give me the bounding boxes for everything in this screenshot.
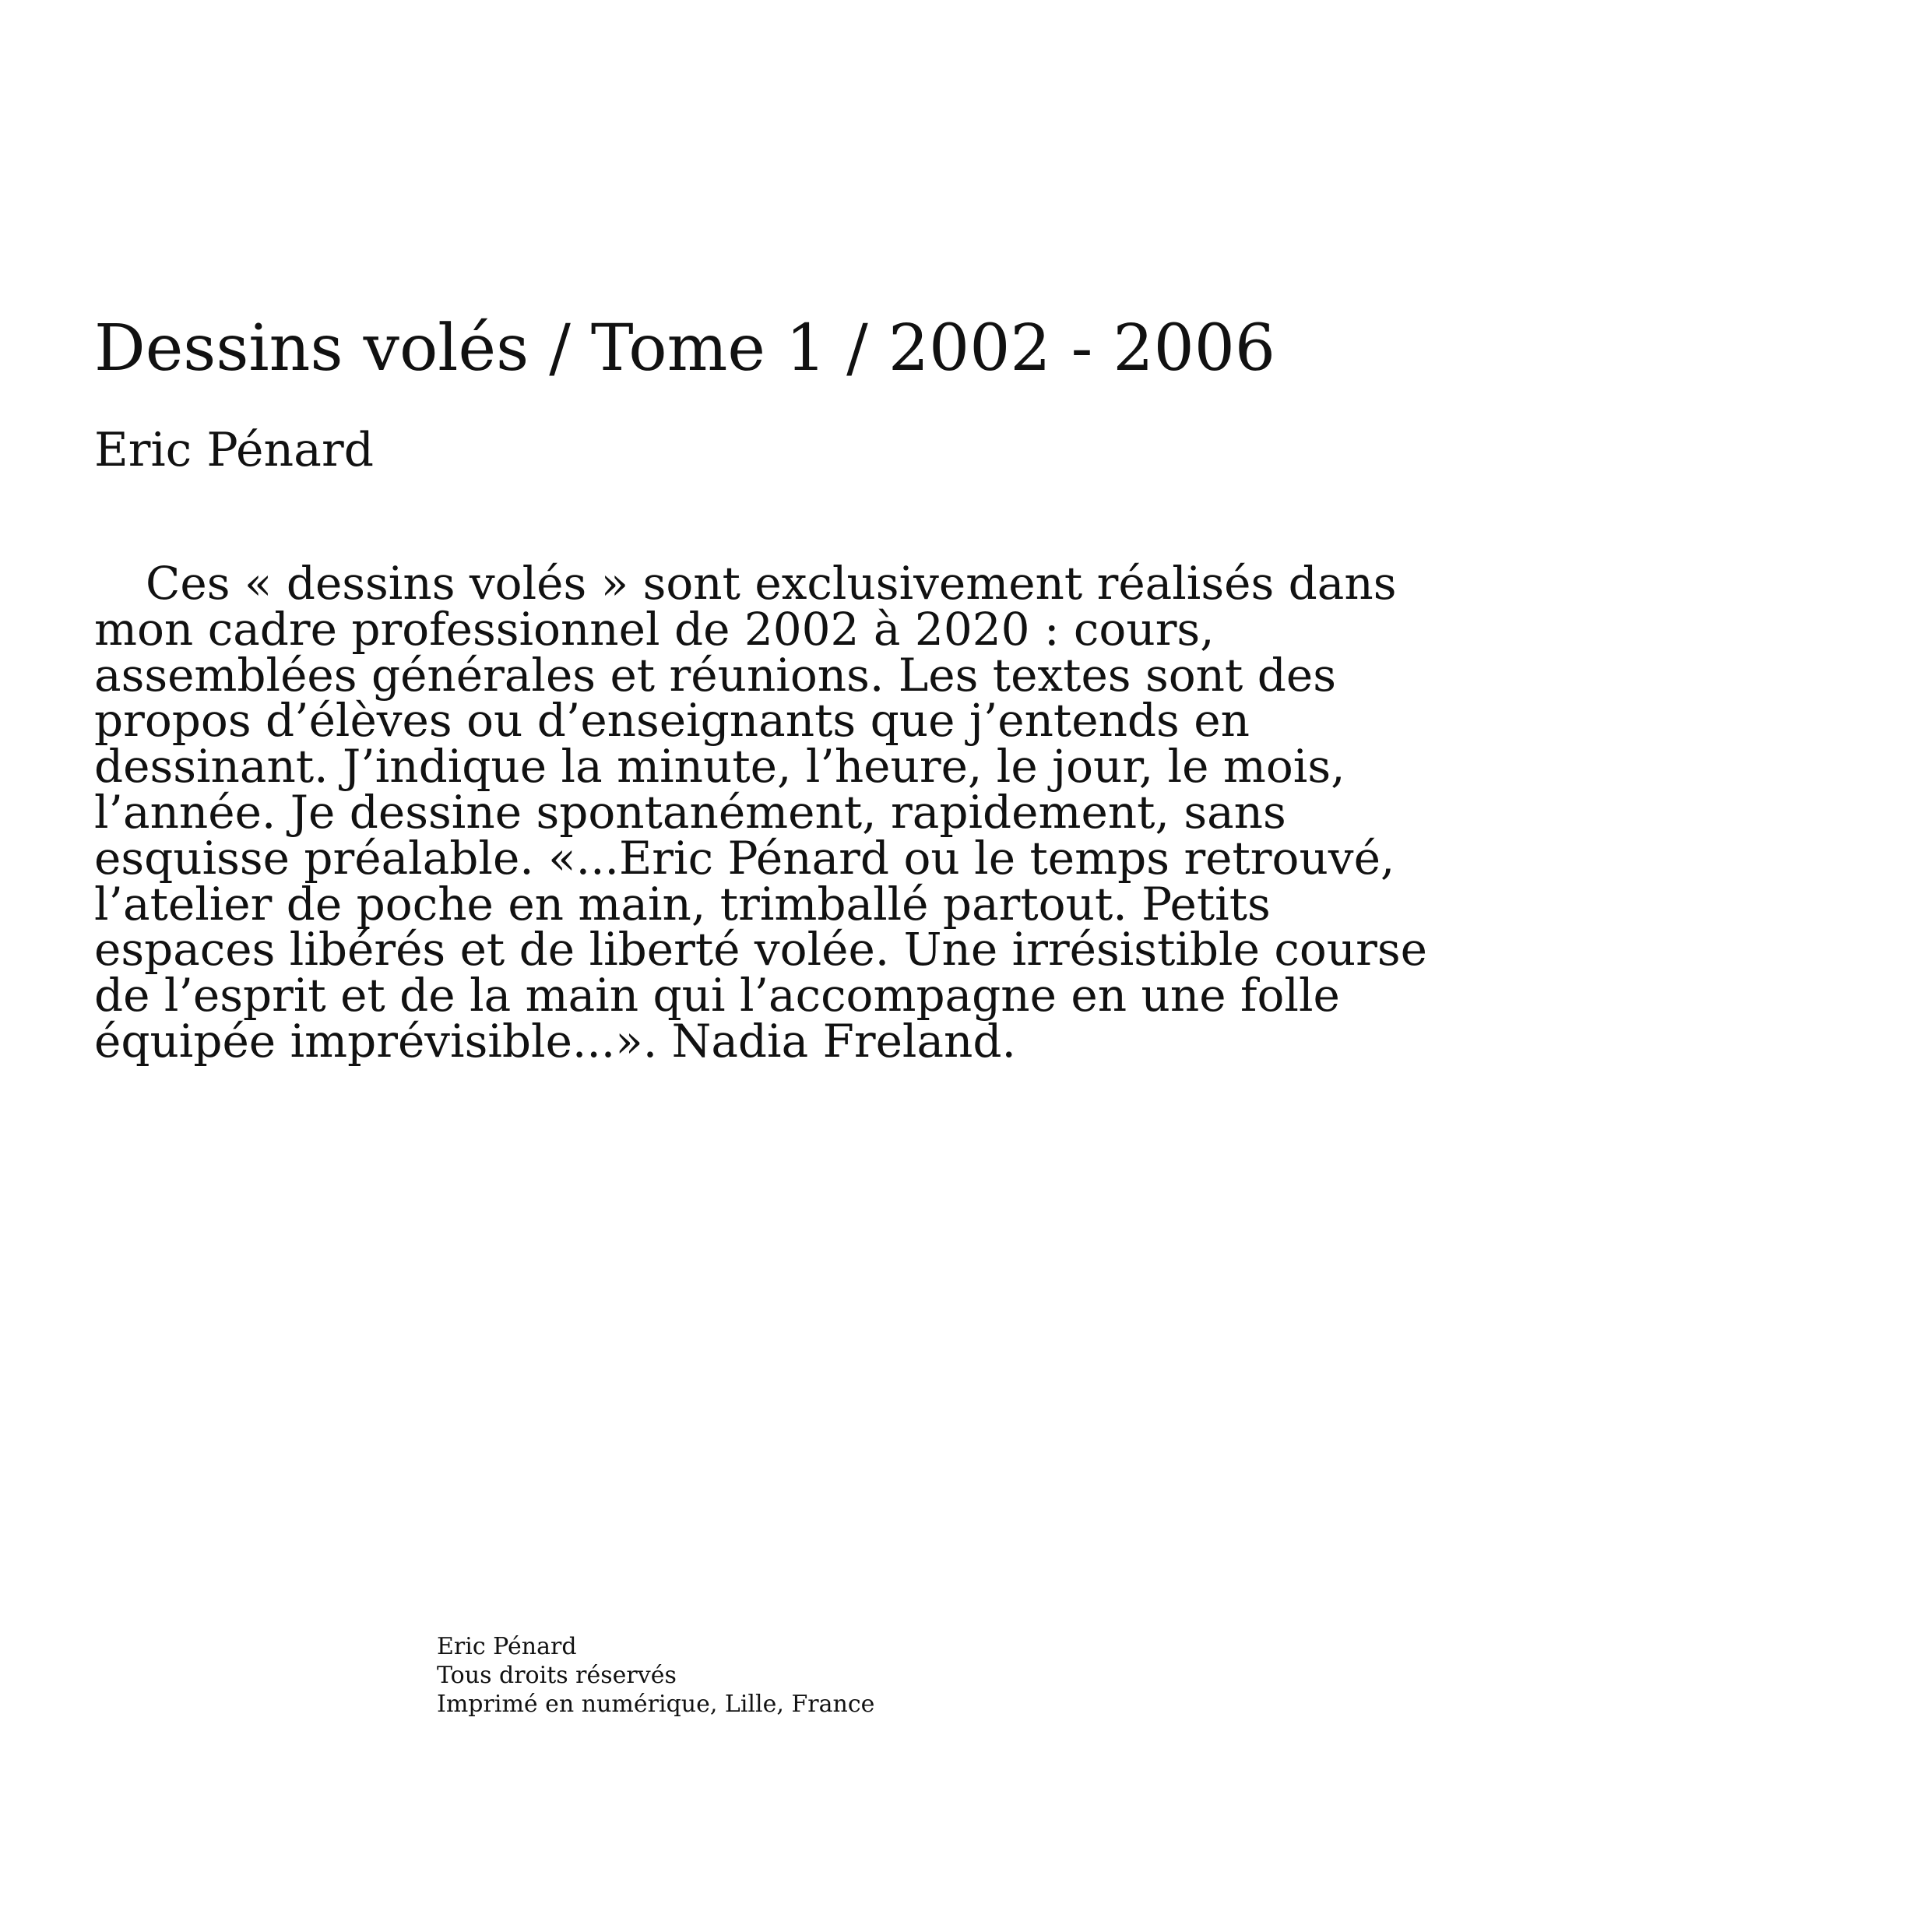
paragraph-line: assemblées générales et réunions. Les textes sont des (94, 648, 1336, 702)
paragraph-line: dessinant. J’indique la minute, l’heure, le jour, le mois, (94, 740, 1345, 794)
paragraph-line: équipée imprévisible...». Nadia Freland. (94, 1014, 1016, 1068)
colophon-rights: Tous droits réservés (437, 1662, 677, 1689)
page-title: Dessins volés / Tome 1 / 2002 - 2006 (94, 311, 1276, 385)
author-name: Eric Pénard (94, 423, 375, 477)
paragraph-line: l’année. Je dessine spontanément, rapidement, sans (94, 785, 1286, 839)
paragraph-line: esquisse préalable. «...Eric Pénard ou le temps retrouvé, (94, 831, 1395, 885)
paragraph-line: espaces libérés et de liberté volée. Une irrésistible course (94, 923, 1427, 977)
colophon-author: Eric Pénard (437, 1633, 577, 1660)
colophon-printing: Imprimé en numérique, Lille, France (437, 1691, 875, 1718)
paragraph-line: mon cadre professionnel de 2002 à 2020 : cours, (94, 602, 1215, 656)
description-paragraph (94, 557, 1427, 1068)
paragraph-line: Ces « dessins volés » sont exclusivement réalisés dans (146, 557, 1397, 610)
paragraph-line: l’atelier de poche en main, trimballé partout. Petits (94, 877, 1271, 931)
paragraph-line: de l’esprit et de la main qui l’accompagne en une folle (94, 969, 1340, 1022)
colophon (437, 1632, 874, 1719)
paragraph-line: propos d’élèves ou d’enseignants que j’entends en (94, 694, 1250, 748)
